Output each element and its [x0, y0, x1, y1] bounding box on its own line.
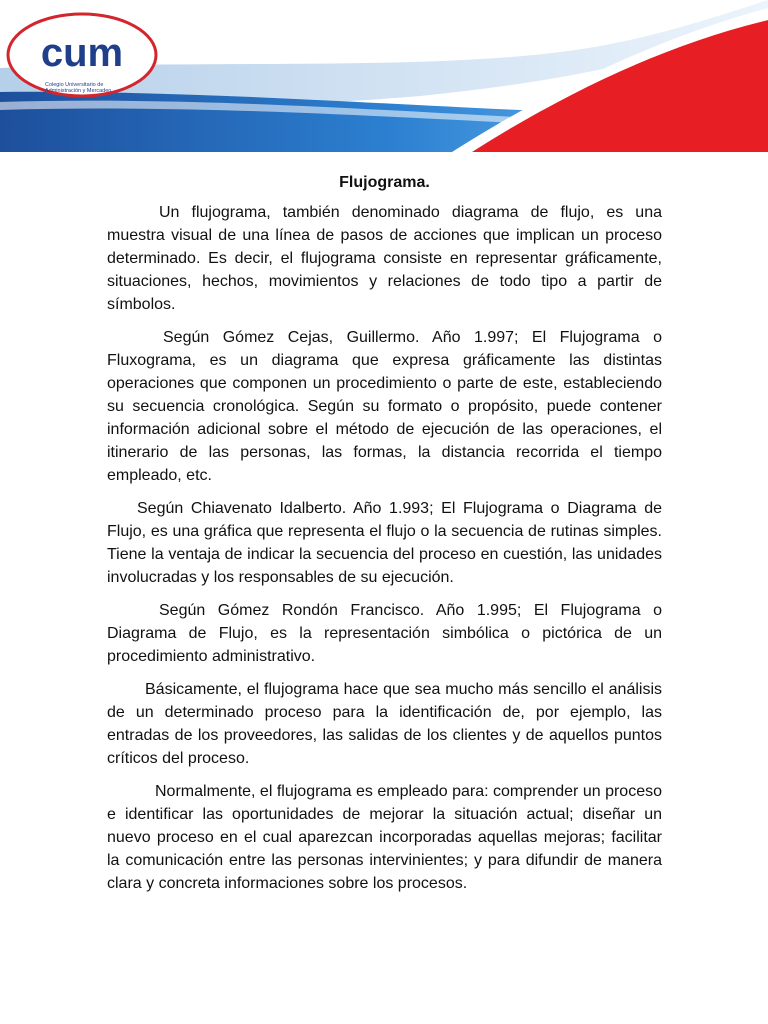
logo-subtitle [45, 82, 145, 94]
paragraph-2: Según Gómez Cejas, Guillermo. Año 1.997; El Flujograma o Fluxograma, es un diagrama que expresa gráficamente las distintas operaciones que componen un procedimiento o parte de este, estableciendo su secuencia cronológica. Según su formato o propósito, puede contener información adicional sobre el método de ejecución de las operaciones, el itinerario de las personas, las formas, la distancia recorrida el tiempo empleado, etc. [107, 329, 662, 484]
paragraph-5: Básicamente, el flujograma hace que sea mucho más sencillo el análisis de un determinado proceso para la identificación de, por ejemplo, las entradas de los proveedores, las salidas de los clientes y de aquellos puntos críticos del proceso. [107, 681, 662, 767]
logo-mark: cum [40, 31, 124, 75]
paragraph-6: Normalmente, el flujograma es empleado para: comprender un proceso e identificar las oportunidades de mejorar la situación actual; diseñar un nuevo proceso en el cual aparezcan incorporadas aquellas mejoras; facilitar la comunicación entre las personas intervinientes; y para difundir de manera clara y concreta informaciones sobre los procesos. [107, 783, 662, 892]
document-body [107, 172, 662, 905]
document-title: Flujograma. [339, 174, 430, 191]
paragraph-3: Según Chiavenato Idalberto. Año 1.993; El Flujograma o Diagrama de Flujo, es una gráfica que representa el flujo o la secuencia de rutinas simples. Tiene la ventaja de indicar la secuencia del proceso en cuestión, las unidades involucradas y los responsables de su ejecución. [107, 500, 662, 586]
paragraph-4: Según Gómez Rondón Francisco. Año 1.995; El Flujograma o Diagrama de Flujo, es la representación simbólica o pictórica de un procedimiento administrativo. [107, 602, 662, 665]
page-header [0, 0, 768, 152]
paragraph-1: Un flujograma, también denominado diagrama de flujo, es una muestra visual de una línea de pasos de acciones que implican un proceso determinado. Es decir, el flujograma consiste en representar gráficamente, situaciones, hechos, movimientos y relaciones de todo tipo a partir de símbolos. [107, 204, 662, 313]
logo-subtitle-line2: Administración y Mercadeo [45, 88, 112, 94]
college-logo [5, 11, 159, 99]
logo-subtitle-line1: Colegio Universitario de [45, 82, 104, 88]
